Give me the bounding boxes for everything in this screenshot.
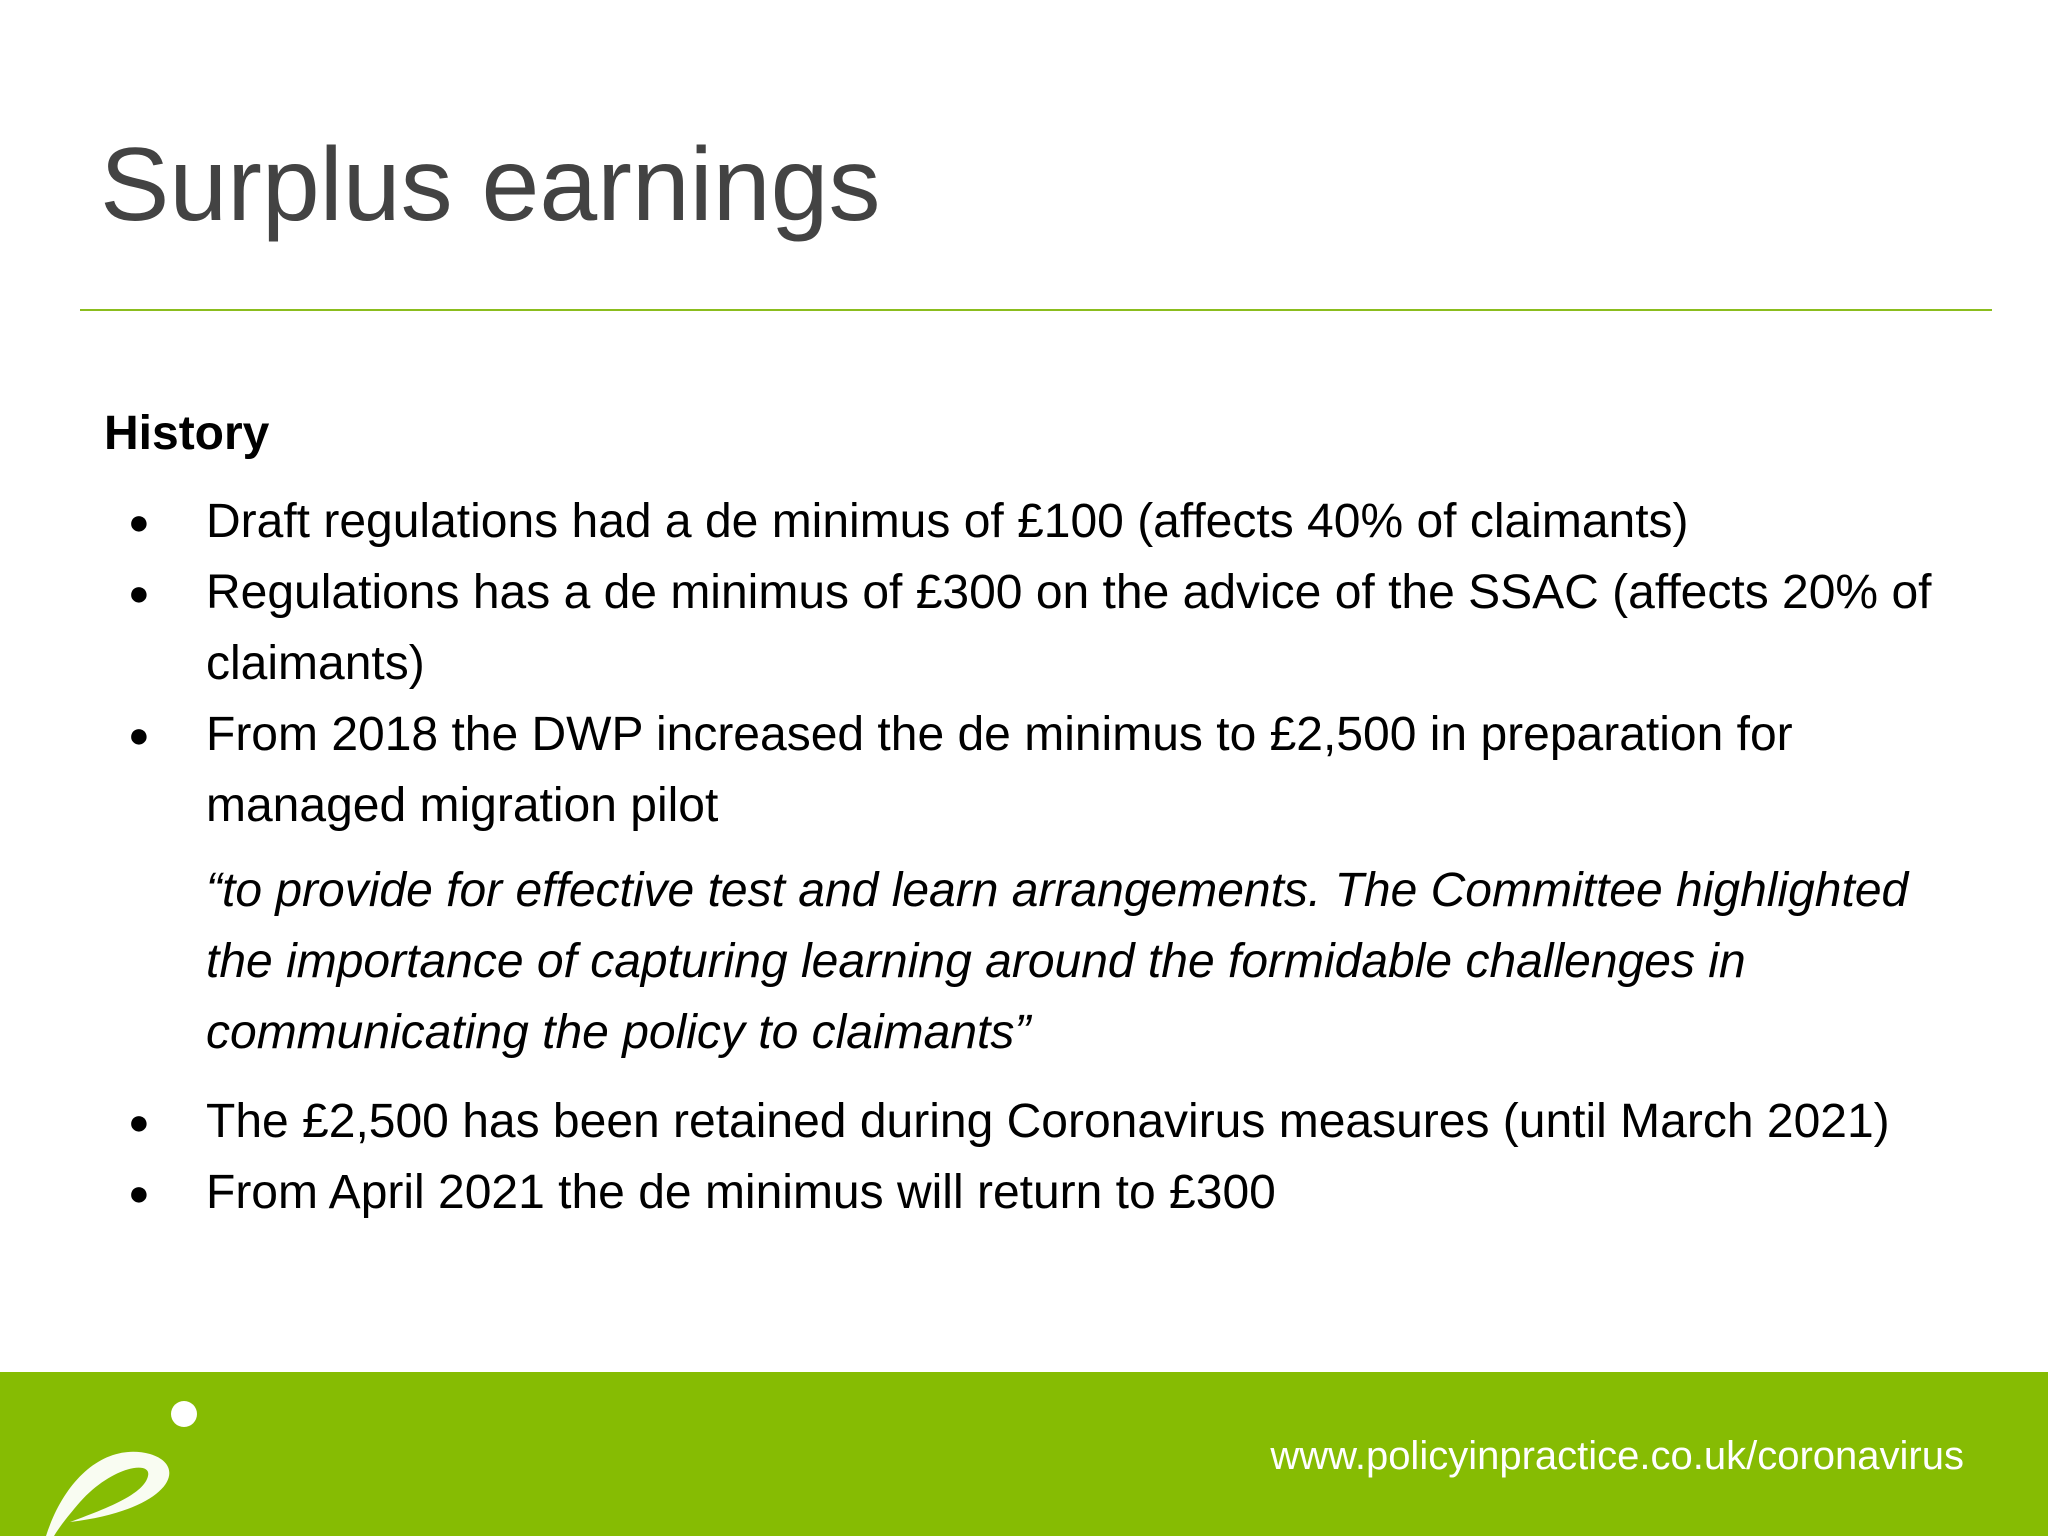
footer-url[interactable]: www.policyinpractice.co.uk/coronavirus [1270,1434,1964,1478]
list-item [104,1086,1984,1157]
list-item [104,557,1984,699]
list-item [104,699,1984,841]
bullet-icon: ● [128,501,150,542]
bullet-text: From 2018 the DWP increased the de minimus to £2,500 in preparation for managed migration pilot [206,708,1793,832]
bullet-icon: ● [128,572,150,613]
bullet-list [104,1086,1984,1228]
quote-text: “to provide for effective test and learn arrangements. The Committee highlighted the importance of capturing learning around the formidable challenges in communicating the policy to claimants” [206,864,1909,1059]
list-item [104,486,1984,557]
bullet-icon: ● [128,1172,150,1213]
policy-in-practice-logo-icon [20,1372,200,1536]
slide-content [104,398,1984,1228]
bullet-list [104,486,1984,841]
bullet-text: The £2,500 has been retained during Coronavirus measures (until March 2021) [206,1095,1890,1148]
bullet-icon: ● [128,714,150,755]
footer-bar [0,1372,2048,1536]
bullet-icon: ● [128,1101,150,1142]
bullet-text: Regulations has a de minimus of £300 on the advice of the SSAC (affects 20% of claimants) [206,566,1932,690]
slide-title: Surplus earnings [100,127,881,243]
bullet-text: Draft regulations had a de minimus of £100 (affects 40% of claimants) [206,495,1689,548]
bullet-text: From April 2021 the de minimus will return to £300 [206,1166,1276,1219]
title-divider [80,309,1992,311]
list-item [104,1157,1984,1228]
section-heading: History [104,407,270,460]
